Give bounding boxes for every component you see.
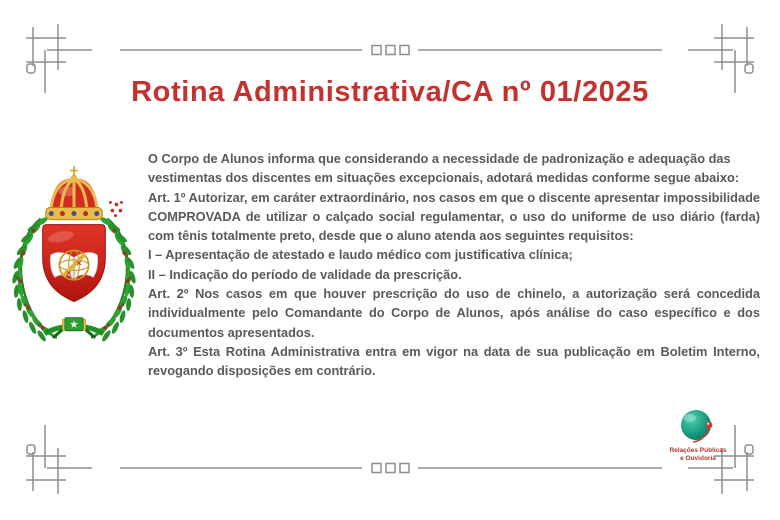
logo-caption-line1: Relações Públicas bbox=[669, 447, 727, 454]
item-ii-paragraph: II – Indicação do período de validade da prescrição. bbox=[148, 266, 462, 282]
academy-crest-icon bbox=[8, 160, 140, 350]
bottom-divider bbox=[120, 464, 662, 473]
footer-logo bbox=[660, 406, 736, 462]
logo-caption-line2: e Ouvidoria bbox=[680, 454, 716, 462]
corner-ornament-bottom-left bbox=[26, 425, 92, 494]
intro-paragraph: O Corpo de Alunos informa que considerando a necessidade de padronização e adequação das vestimentas dos discentes em situações excepcionais, adotará medidas conforme segue abaixo: bbox=[148, 151, 740, 186]
item-i-paragraph: I – Apresentação de atestado e laudo médico com justificativa clínica; bbox=[148, 247, 573, 263]
article-2-paragraph: Art. 2º Nos casos em que houver prescrição do uso de chinelo, a autorização será concedida individualmente pelo Comandante do Corpo de Alunos, após análise do caso específico e dos documentos apresentados. bbox=[148, 286, 760, 340]
document-body bbox=[148, 149, 760, 381]
imperial-crown bbox=[46, 166, 103, 220]
teal-globe-icon bbox=[676, 406, 720, 446]
top-divider bbox=[120, 46, 662, 55]
red-buds bbox=[109, 201, 123, 217]
article-3-paragraph: Art. 3º Esta Rotina Administrativa entra em vigor na data de sua publicação em Boletim Interno, revogando disposições em contrário. bbox=[148, 343, 760, 379]
article-1-paragraph: Art. 1º Autorizar, em caráter extraordinário, nos casos em que o discente apresentar impossibilidade COMPROVADA de utilizar o calçado social regulamentar, o uso do uniforme de uso diário (farda) com tênis totalmente preto, desde que o aluno atenda aos seguintes requisitos: bbox=[148, 189, 760, 244]
page-title: Rotina Administrativa/CA nº 01/2025 bbox=[131, 76, 649, 108]
logo-caption bbox=[660, 447, 736, 462]
